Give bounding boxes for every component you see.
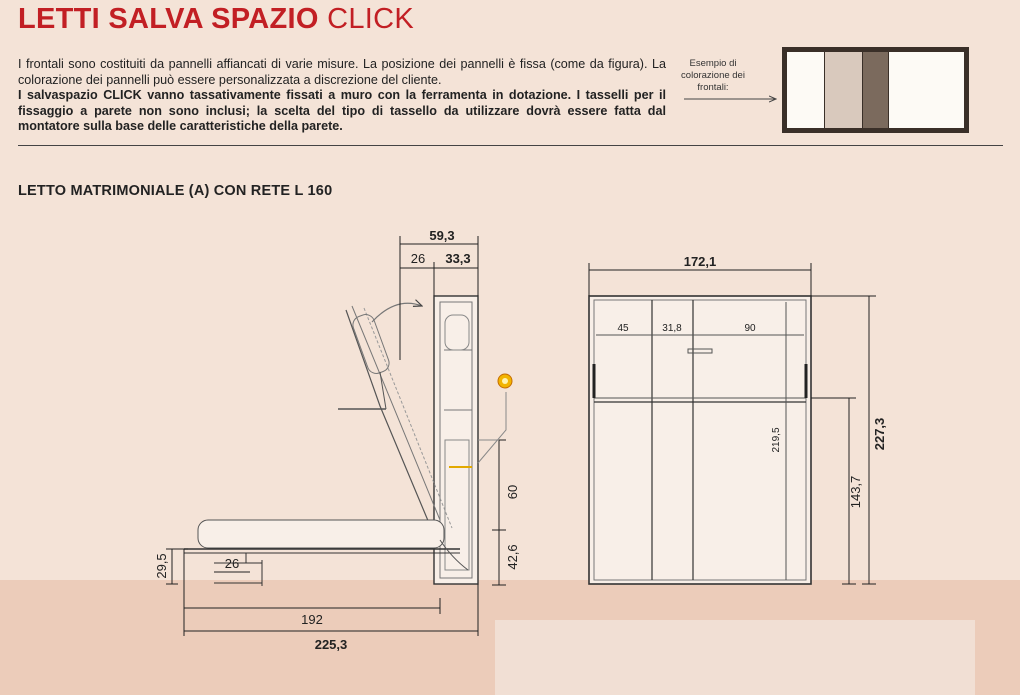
dim-right-upper: 60 [505, 484, 520, 500]
dim-side-height: 143,7 [848, 475, 863, 509]
tilted-mattress [350, 312, 391, 376]
dim-panel-1: 45 [617, 323, 629, 334]
side-view [184, 296, 506, 586]
title-light: CLICK [327, 3, 415, 35]
dim-top-right: 33,3 [445, 251, 471, 266]
dim-left-height: 29,5 [154, 553, 169, 579]
dim-panel-2: 31,8 [662, 323, 682, 334]
example-panel-4 [889, 52, 964, 128]
dim-total-height: 227,3 [872, 417, 887, 451]
example-panel-2 [825, 52, 862, 128]
bed-mattress [198, 520, 444, 548]
intro-paragraph-2: I salvaspazio CLICK vanno tassativamente fissati a muro con la ferramenta in dotazione. I tasselli per il fissaggio a parete non sono inclusi; la scelta del tipo di tassello da utilizzare dovrà essere fatta dal montatore sulla base delle caratteristiche della parete. [18, 88, 666, 134]
dim-top-left: 26 [410, 251, 426, 266]
example-label: Esempio di colorazione dei frontali: [681, 58, 745, 93]
floor-shadow [495, 620, 975, 695]
dim-panel-3: 90 [744, 323, 756, 334]
dim-length-total: 225,3 [314, 637, 348, 652]
dim-inner-height: 219,5 [771, 427, 782, 453]
example-panel-1 [787, 52, 824, 128]
dim-right-lower: 42,6 [505, 544, 520, 570]
dim-length-inner: 192 [301, 612, 323, 627]
rotation-arrow [372, 303, 422, 322]
dim-top-total: 59,3 [429, 228, 455, 243]
dim-width-total: 172,1 [683, 254, 717, 269]
example-panel-3 [863, 52, 888, 128]
dim-foot-depth: 26 [224, 556, 240, 571]
example-panel [782, 47, 969, 133]
warning-icon [498, 374, 512, 388]
intro-paragraph-1: I frontali sono costituiti da pannelli affiancati di varie misure. La posizione dei pannelli è fissa (come da figura). La colorazione dei pannelli può essere personalizzata a discrezione del cliente. [18, 57, 666, 87]
section-title: LETTO MATRIMONIALE (A) CON RETE L 160 [18, 183, 333, 199]
title-bold: LETTI SALVA SPAZIO [18, 3, 319, 35]
